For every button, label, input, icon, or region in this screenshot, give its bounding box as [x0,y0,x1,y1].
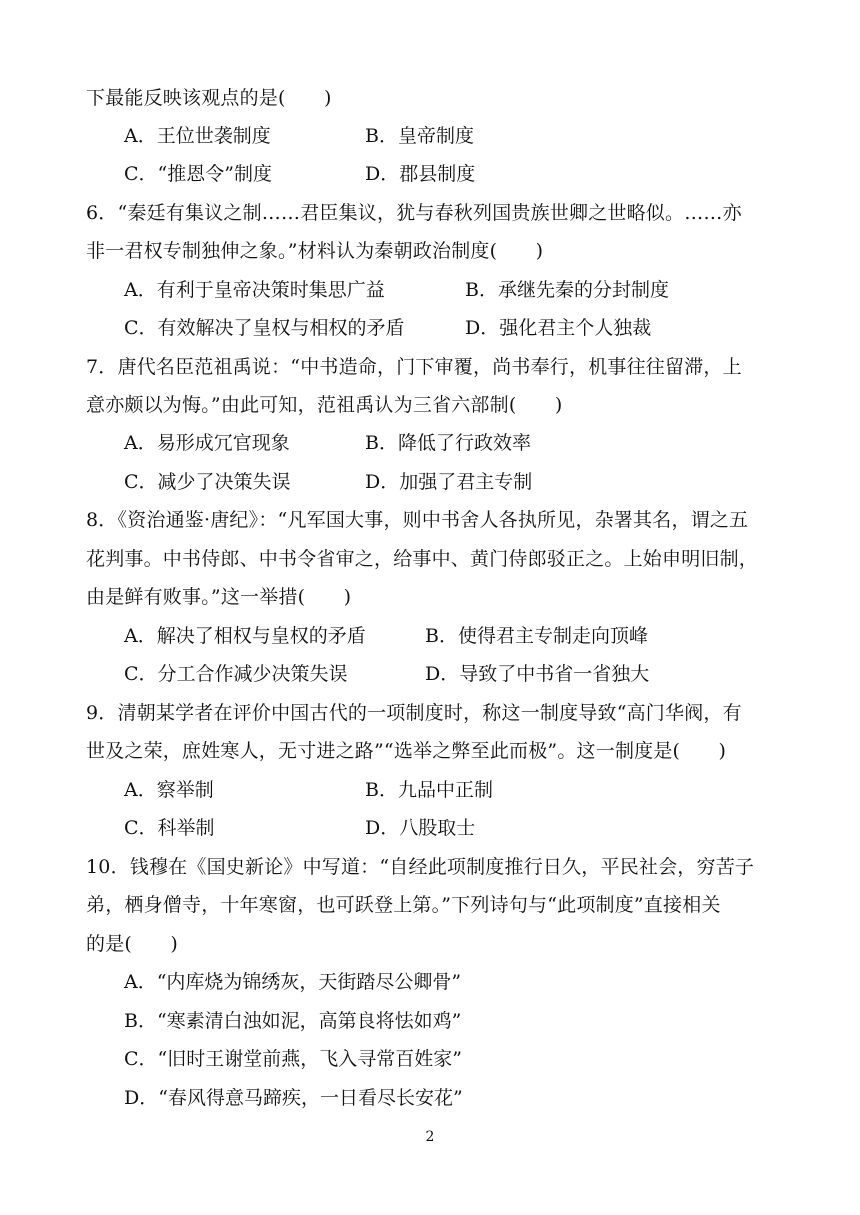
q10-stem-line2: 弟，栖身僧寺，十年寒窗，也可跃登上第。”下列诗句与“此项制度”直接相关 [86,894,721,916]
q8-stem-line1: 8．《资治通鉴·唐纪》：“凡军国大事，则中书舍人各执所见，杂署其名，谓之五 [86,509,749,531]
q10-option-b: B．“寒素清白浊如泥，高第良将怯如鸡” [124,1010,462,1032]
q6-option-c: C．有效解决了皇权与相权的矛盾 [124,317,405,339]
q7-option-a: A．易形成冗官现象 [124,432,290,454]
q7-stem-line1: 7．唐代名臣范祖禹说：“中书造命，门下审覆，尚书奉行，机事往往留滞，上 [86,356,742,378]
q9-option-d: D．八股取士 [365,817,476,839]
q9-option-c: C．科举制 [124,817,215,839]
q8-option-c: C．分工合作减少决策失误 [124,663,348,685]
q6-option-b: B．承继先秦的分封制度 [465,279,669,301]
q8-stem-line2: 花判事。中书侍郎、中书令省审之，给事中、黄门侍郎驳正之。上始申明旧制， [86,548,759,570]
q10-stem-line1: 10．钱穆在《国史新论》中写道：“自经此项制度推行日久，平民社会，穷苦子 [86,856,755,878]
q5-option-c: C．“推恩令”制度 [124,163,272,185]
q6-option-d: D．强化君主个人独裁 [465,317,652,339]
q10-stem-line3: 的是( ) [86,933,179,955]
q5-option-a: A．王位世袭制度 [124,125,271,147]
q7-option-b: B．降低了行政效率 [365,432,531,454]
q7-option-d: D．加强了君主专制 [365,471,533,493]
q5-option-d: D．郡县制度 [365,163,476,185]
q7-option-c: C．减少了决策失误 [124,471,291,493]
page-number: 2 [425,1129,435,1145]
q9-stem-line1: 9．清朝某学者在评价中国古代的一项制度时，称这一制度导致“高门华阀，有 [86,702,742,724]
q8-option-b: B．使得君主专制走向顶峰 [425,625,648,647]
q7-stem-line2: 意亦颇以为悔。”由此可知，范祖禹认为三省六部制( ) [86,394,563,416]
q9-stem-line2: 世及之荣，庶姓寒人，无寸进之路”“选举之弊至此而极”。这一制度是( ) [86,740,727,762]
q5-stem-tail: 下最能反映该观点的是( ) [86,87,332,109]
q9-option-b: B．九品中正制 [365,779,493,801]
q6-option-a: A．有利于皇帝决策时集思广益 [124,279,385,301]
q8-option-a: A．解决了相权与皇权的矛盾 [124,625,366,647]
q6-stem-line1: 6．“秦廷有集议之制……君臣集议，犹与春秋列国贵族世卿之世略似。……亦 [86,202,742,224]
q8-option-d: D．导致了中书省一省独大 [425,663,650,685]
q10-option-d: D．“春风得意马蹄疾，一日看尽长安花” [124,1087,463,1109]
q6-stem-line2: 非一君权专制独伸之象。”材料认为秦朝政治制度( ) [86,240,544,262]
q10-option-c: C．“旧时王谢堂前燕，飞入寻常百姓家” [124,1048,462,1070]
q9-option-a: A．察举制 [124,779,214,801]
q8-stem-line3: 由是鲜有败事。”这一举措( ) [86,586,352,608]
q10-option-a: A．“内库烧为锦绣灰，天街踏尽公卿骨” [124,971,462,993]
q5-option-b: B．皇帝制度 [365,125,474,147]
